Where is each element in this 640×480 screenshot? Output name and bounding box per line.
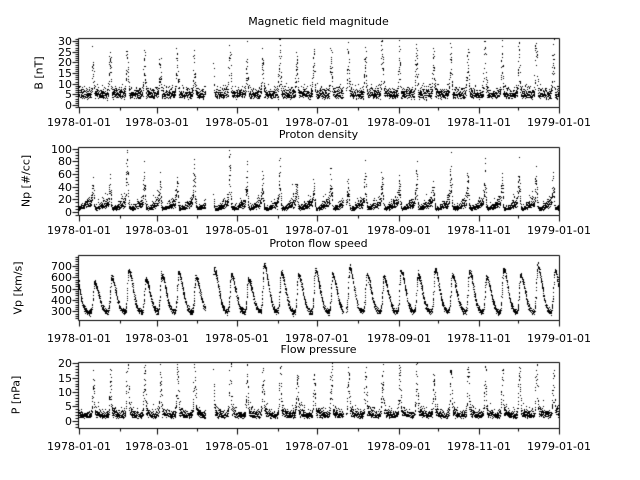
y-tick-label: 20 <box>58 357 72 370</box>
x-tick-label: 1978-09-01 <box>367 440 431 453</box>
y-tick-label: 0 <box>65 99 72 112</box>
x-tick-label: 1978-09-01 <box>367 332 431 345</box>
y-tick-label: 80 <box>58 155 72 168</box>
y-tick-label: 0 <box>65 206 72 219</box>
x-tick-label: 1978-09-01 <box>367 116 431 129</box>
y-tick-label: 30 <box>58 35 72 48</box>
y-tick-label: 15 <box>58 372 72 385</box>
x-tick-label: 1979-01-01 <box>527 116 591 129</box>
y-tick-label: 100 <box>51 143 72 156</box>
y-tick-label: 700 <box>51 260 72 273</box>
x-tick-label: 1978-09-01 <box>367 224 431 237</box>
y-tick-label: 10 <box>58 78 72 91</box>
y-tick-label: 15 <box>58 67 72 80</box>
y-axis-label-b: B [nT] <box>32 55 46 90</box>
x-tick-label: 1978-03-01 <box>125 224 189 237</box>
y-tick-label: 20 <box>58 56 72 69</box>
x-tick-label: 1979-01-01 <box>527 332 591 345</box>
y-tick-label: 5 <box>65 88 72 101</box>
y-tick-label: 25 <box>58 46 72 59</box>
x-tick-label: 1978-05-01 <box>205 224 269 237</box>
y-tick-label: 10 <box>58 386 72 399</box>
x-tick-label: 1978-07-01 <box>285 332 349 345</box>
y-axis-label-vp: Vp [km/s] <box>11 260 25 315</box>
x-tick-label: 1978-07-01 <box>285 440 349 453</box>
y-tick-label: 40 <box>58 181 72 194</box>
y-tick-label: 20 <box>58 193 72 206</box>
y-tick-label: 5 <box>65 400 72 413</box>
panel-title-magnetic-field: Magnetic field magnitude <box>248 15 389 28</box>
y-tick-label: 400 <box>51 294 72 307</box>
panel-title-proton-flow-speed: Proton flow speed <box>269 237 368 250</box>
x-tick-label: 1978-07-01 <box>285 116 349 129</box>
panel-title-proton-density: Proton density <box>278 128 359 141</box>
y-axis-label-p: P [nPa] <box>9 375 23 415</box>
x-tick-label: 1978-05-01 <box>205 332 269 345</box>
x-tick-label: 1978-11-01 <box>447 332 511 345</box>
x-tick-label: 1978-03-01 <box>125 440 189 453</box>
x-tick-label: 1978-11-01 <box>447 116 511 129</box>
x-tick-label: 1978-11-01 <box>447 224 511 237</box>
x-tick-label: 1978-03-01 <box>125 116 189 129</box>
y-tick-label: 600 <box>51 271 72 284</box>
y-tick-label: 300 <box>51 305 72 318</box>
x-tick-label: 1978-05-01 <box>205 440 269 453</box>
panel-title-flow-pressure: Flow pressure <box>280 343 357 356</box>
x-tick-label: 1978-03-01 <box>125 332 189 345</box>
x-tick-label: 1978-01-01 <box>47 116 111 129</box>
y-tick-label: 60 <box>58 168 72 181</box>
x-tick-label: 1978-05-01 <box>205 116 269 129</box>
x-tick-label: 1978-01-01 <box>47 224 111 237</box>
x-tick-label: 1979-01-01 <box>527 224 591 237</box>
x-tick-label: 1978-11-01 <box>447 440 511 453</box>
x-tick-label: 1978-01-01 <box>47 332 111 345</box>
x-tick-label: 1979-01-01 <box>527 440 591 453</box>
x-tick-label: 1978-01-01 <box>47 440 111 453</box>
y-tick-label: 500 <box>51 283 72 296</box>
y-axis-label-np: Np [#/cc] <box>19 154 33 208</box>
x-tick-label: 1978-07-01 <box>285 224 349 237</box>
y-tick-label: 0 <box>65 415 72 428</box>
